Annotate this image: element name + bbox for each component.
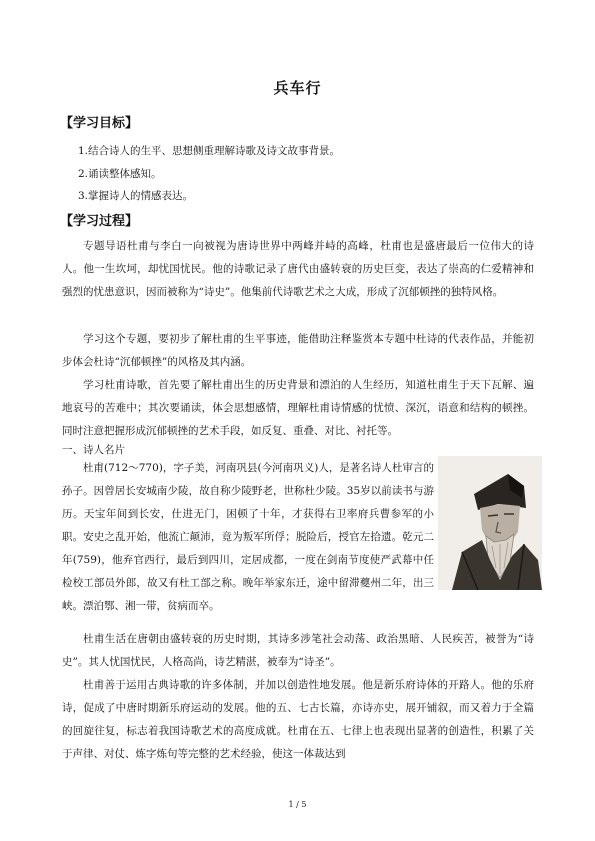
paragraph-biography: 杜甫(712～770)，字子美，河南巩县(今河南巩义)人，是著名诗人杜审言的孙子。因曾居长安城南少陵，故自称少陵野老，世称杜少陵。35岁以前读书与游历。天宝年间到长安，仕进无门，困顿了十年，才获得右卫率府兵曹参军的小职。安史之乱开始，他流亡颠沛，竟为叛军所俘；脱险后，授官左拾遗。乾元二年(759)，他弃官西行，最后到四川，定居成都，一度在剑南节度使严武幕中任检校工部员外郎，故又有杜工部之称。晚年举家东迁，途中留滞夔州二年，出三峡。漂泊鄂、湘一带，贫病而卒。 bbox=[62, 462, 434, 612]
page-number: 1 / 5 bbox=[288, 800, 307, 809]
section-heading-objectives: 【学习目标】 bbox=[60, 116, 139, 131]
objective-item: 1.结合诗人的生平、思想侧重理解诗歌及诗文故事背景。 bbox=[78, 145, 341, 157]
objective-item: 3.掌握诗人的情感表达。 bbox=[78, 190, 194, 202]
du-fu-portrait bbox=[438, 456, 542, 590]
paragraph-intro: 专题导语杜甫与李白一向被视为唐诗世界中两峰并峙的高峰，杜甫也是盛唐最后一位伟大的诗人。他一生坎坷，却忧国忧民。他的诗歌记录了唐代由盛转衰的历史巨变，表达了崇高的仁爱精神和强烈的忧患意识，因而被称为“诗史”。他集前代诗歌艺术之大成，形成了沉郁顿挫的独特风格。 bbox=[62, 240, 534, 298]
paragraph-historian: 杜甫生活在唐朝由盛转衰的历史时期，其诗多涉笔社会动荡、政治黑暗、人民疾苦，被誉为“诗史”。其人忧国忧民，人格高尚，诗艺精湛，被奉为“诗圣”。 bbox=[62, 633, 534, 668]
section-heading-process: 【学习过程】 bbox=[60, 214, 139, 229]
objective-item: 2.诵读整体感知。 bbox=[78, 168, 162, 180]
document-title: 兵车行 bbox=[273, 79, 322, 97]
paragraph-method: 学习杜甫诗歌，首先要了解杜甫出生的历史背景和漂泊的人生经历，知道杜甫生于天下瓦解、遍地哀号的苦难中；其次要诵读，体会思想感情，理解杜甫诗情感的忧愤、深沉，语意和结构的顿挫。同时注意把握形成沉郁顿挫的艺术手段，如反复、重叠、对比、衬托等。 bbox=[62, 379, 534, 437]
paragraph-innovation: 杜甫善于运用古典诗歌的许多体制，并加以创造性地发展。他是新乐府诗体的开路人。他的乐府诗，促成了中唐时期新乐府运动的发展。他的五、七古长篇，亦诗亦史，展开铺叙，而又着力于全篇的回旋往复，标志着我国诗歌艺术的高度成就。杜甫在五、七律上也表现出显著的创造性，积累了关于声律、对仗、炼字炼句等完整的艺术经验，使这一体裁达到 bbox=[62, 679, 534, 760]
subheading-poet-card: 一、诗人名片 bbox=[62, 444, 125, 456]
paragraph-study: 学习这个专题，要初步了解杜甫的生平事迹，能借助注释鉴赏本专题中杜诗的代表作品，并能初步体会杜诗“沉郁顿挫”的风格及其内涵。 bbox=[62, 333, 534, 368]
